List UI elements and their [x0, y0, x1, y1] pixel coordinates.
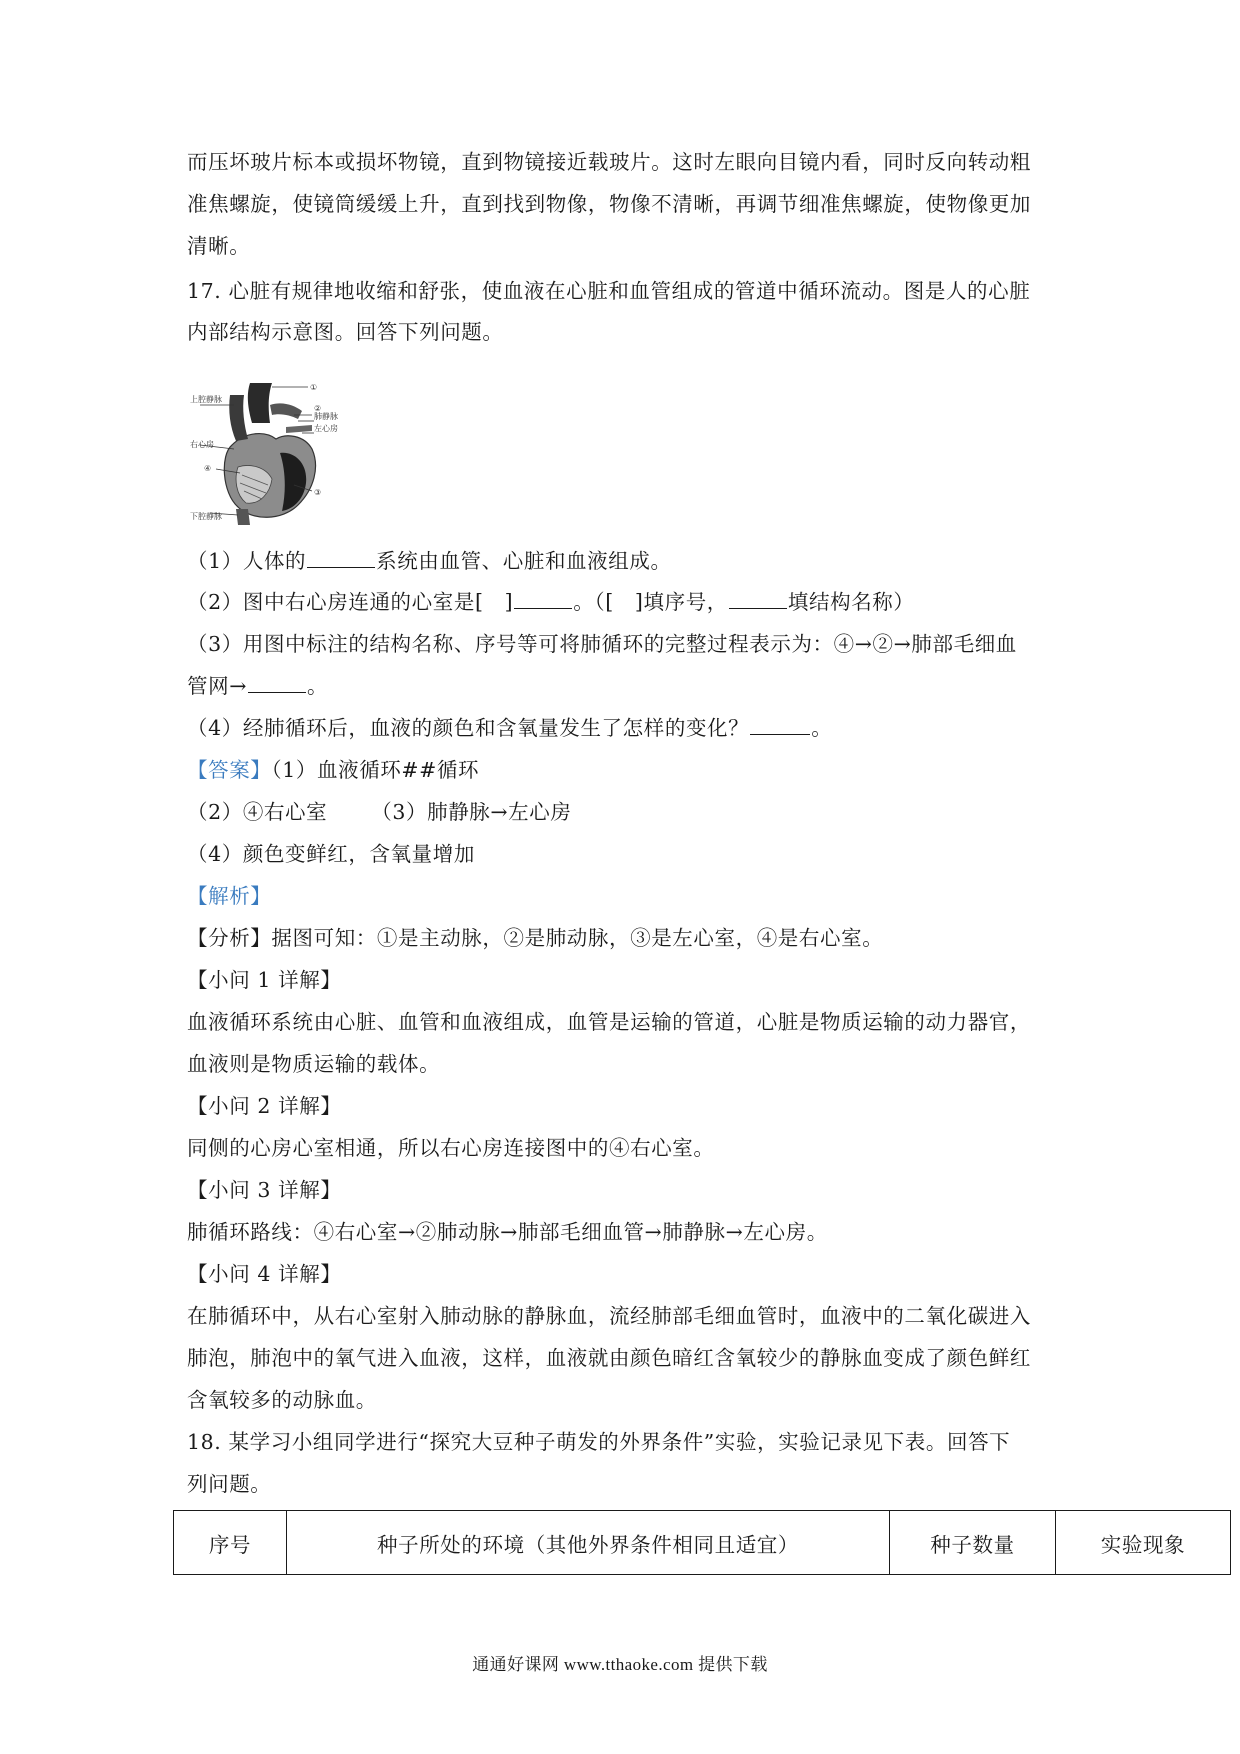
answer-blank	[750, 714, 810, 735]
q17-sub-3-line-2	[187, 671, 328, 701]
analysis-tag: 【解析】	[187, 884, 272, 908]
answer-1: （1）血液循环##循环	[271, 758, 480, 782]
table-header-row	[174, 1511, 1231, 1575]
detail-4-title: 【小问 4 详解】	[187, 1262, 342, 1286]
table-header-cell: 种子数量	[890, 1511, 1056, 1575]
sub1-text-b: 系统由血管、心脏和血液组成。	[376, 549, 672, 573]
detail-4-line-1: 在肺循环中，从右心室射入肺动脉的静脉血，流经肺部毛细血管时，血液中的二氧化碳进入	[187, 1304, 1031, 1328]
pulmonary-vein-shape	[286, 425, 312, 433]
intro-line-2: 准焦螺旋，使镜筒缓缓上升，直到找到物像，物像不清晰，再调节细准焦螺旋，使物像更加	[187, 192, 1031, 216]
heart-diagram-svg	[190, 375, 380, 525]
table-header-cell: 序号	[174, 1511, 287, 1575]
detail-3-title: 【小问 3 详解】	[187, 1178, 342, 1202]
label-superior-vena-cava: 上腔静脉	[190, 395, 222, 404]
q18-stem-line-1: 18. 某学习小组同学进行“探究大豆种子萌发的外界条件”实验，实验记录见下表。回答下	[187, 1430, 1011, 1454]
heart-diagram	[190, 375, 380, 525]
answer-blank	[729, 588, 787, 609]
q17-stem-line-1: 17. 心脏有规律地收缩和舒张，使血液在心脏和血管组成的管道中循环流动。图是人的心脏	[187, 279, 1031, 303]
detail-2-title: 【小问 2 详解】	[187, 1094, 342, 1118]
sub1-text-a: （1）人体的	[187, 549, 307, 573]
q17-sub-4	[187, 713, 832, 743]
superior-vena-cava-shape	[229, 395, 248, 441]
detail-1-line-1: 血液循环系统由心脏、血管和血液组成，血管是运输的管道，心脏是物质运输的动力器官，	[187, 1010, 1031, 1034]
detail-3-line-1: 肺循环路线：④右心室→②肺动脉→肺部毛细血管→肺静脉→左心房。	[187, 1220, 828, 1244]
sub2-text-c: 填结构名称）	[787, 590, 915, 614]
sub3-text-b: 管网→	[187, 674, 247, 698]
sub4-text-a: （4）经肺循环后，血液的颜色和含氧量发生了怎样的变化？	[187, 716, 750, 740]
intro-line-1: 而压坏玻片标本或损坏物镜，直到物镜接近载玻片。这时左眼向目镜内看，同时反向转动粗	[187, 150, 1031, 174]
answer-line-3: （4）颜色变鲜红，含氧量增加	[187, 842, 475, 866]
answer-line-2	[187, 797, 571, 827]
answer-tag: 【答案】	[187, 758, 272, 782]
detail-4-line-3: 含氧较多的动脉血。	[187, 1388, 377, 1412]
sub2-text-b: 。（[ ]填序号，	[573, 590, 728, 614]
table-header-cell: 种子所处的环境（其他外界条件相同且适宜）	[287, 1511, 890, 1575]
detail-4-line-2: 肺泡，肺泡中的氧气进入血液，这样，血液就由颜色暗红含氧较少的静脉血变成了颜色鲜红	[187, 1346, 1031, 1370]
aorta-shape	[248, 383, 272, 423]
experiment-table	[173, 1510, 1231, 1575]
q17-stem-line-2: 内部结构示意图。回答下列问题。	[187, 320, 504, 344]
analysis-summary: 【分析】据图可知：①是主动脉，②是肺动脉，③是左心室，④是右心室。	[187, 926, 884, 950]
answer-blank	[307, 547, 375, 568]
label-3: ③	[314, 488, 322, 497]
q18-stem-line-2: 列问题。	[187, 1472, 272, 1496]
q17-sub-2	[187, 587, 915, 617]
page-footer: 通通好课网 www.tthaoke.com 提供下载	[472, 1655, 768, 1674]
label-1: ①	[310, 383, 318, 392]
label-4: ④	[204, 464, 212, 473]
label-inferior-vena-cava: 下腔静脉	[190, 512, 222, 521]
table-header-cell: 实验现象	[1056, 1511, 1231, 1575]
label-pulmonary-vein: 肺静脉	[314, 412, 338, 421]
answer-2: （2）④右心室	[187, 800, 328, 824]
answer-blank	[248, 672, 306, 693]
answer-line-1	[187, 755, 479, 785]
sub4-text-b: 。	[811, 716, 833, 740]
pulmonary-artery-shape	[270, 403, 302, 419]
label-right-atrium: 右心房	[190, 440, 214, 449]
intro-line-3: 清晰。	[187, 234, 251, 258]
sub2-text-a: （2）图中右心房连通的心室是[ ]	[187, 590, 514, 614]
label-2: ②	[314, 404, 322, 413]
detail-1-line-2: 血液则是物质运输的载体。	[187, 1052, 441, 1076]
q17-sub-1	[187, 546, 672, 576]
detail-2-line-1: 同侧的心房心室相通，所以右心房连接图中的④右心室。	[187, 1136, 715, 1160]
answer-blank	[514, 588, 572, 609]
sub3-text-c: 。	[306, 674, 329, 698]
answer-3: （3）肺静脉→左心房	[371, 800, 572, 824]
q17-sub-3-line-1: （3）用图中标注的结构名称、序号等可将肺循环的完整过程表示为：④→②→肺部毛细血	[187, 632, 1017, 656]
inferior-vena-cava-shape	[236, 509, 250, 525]
detail-1-title: 【小问 1 详解】	[187, 968, 342, 992]
label-left-atrium: 左心房	[314, 424, 338, 433]
